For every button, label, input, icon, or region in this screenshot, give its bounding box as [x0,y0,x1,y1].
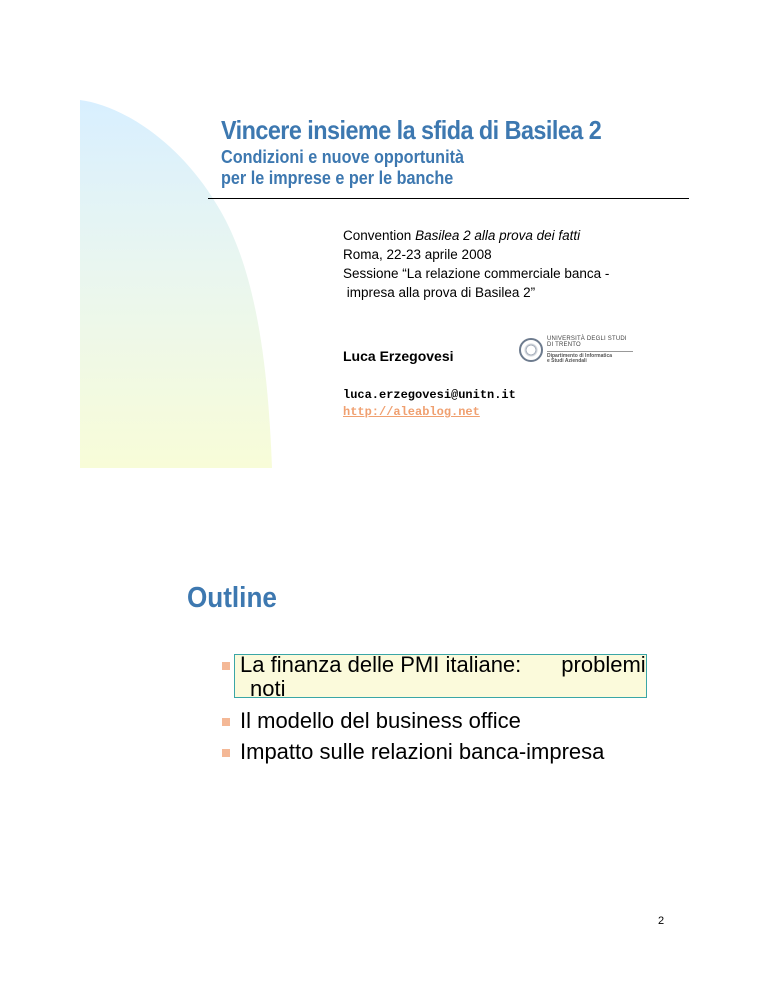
bullet-square-icon [222,662,230,670]
convention-line [343,226,609,245]
subtitle-line-2: per le imprese e per le banche [221,168,454,188]
bullet-2-text: Il modello del business office [240,708,521,733]
bullet-1-line-1 [240,653,646,677]
author-email[interactable]: luca.erzegovesi@unitn.it [343,388,516,402]
bullet-1-text-start: La finanza delle PMI italiane: [240,652,522,677]
website-link[interactable]: http://aleablog.net [343,405,480,419]
logo-department-line-2: e Studi Aziendali [547,358,587,364]
bullet-1-line-2: noti [250,676,286,701]
university-seal-icon [519,338,543,362]
university-logo [519,330,639,370]
slide-subtitle [221,147,464,189]
subtitle-line-1: Condizioni e nuove opportunità [221,147,464,167]
convention-prefix: Convention [343,228,416,243]
session-line-2: impresa alla prova di Basilea 2” [343,285,536,300]
bullet-1-text-end: problemi [561,652,646,677]
convention-name: Basilea 2 alla prova dei fatti [415,228,581,243]
session-line-1: Sessione “La relazione commerciale banca - [343,266,610,281]
bullet-3-text: Impatto sulle relazioni banca-impresa [240,739,605,764]
slide-title: Vincere insieme la sfida di Basilea 2 [221,115,602,145]
logo-university-line-1: UNIVERSITÀ DEGLI STUDI [547,335,627,342]
logo-university-line-2: DI TRENTO [547,342,581,348]
author-name: Luca Erzegovesi [343,348,454,364]
page-number: 2 [658,915,665,927]
convention-info [343,226,609,302]
outline-title: Outline [187,582,277,614]
logo-text [547,336,633,365]
title-divider [208,198,689,199]
place-date: Roma, 22-23 aprile 2008 [343,247,492,262]
logo-department-line-1: Dipartimento di Informatica [547,352,613,359]
logo-divider [547,351,633,352]
bullet-square-icon [222,718,230,726]
bullet-square-icon [222,749,230,757]
